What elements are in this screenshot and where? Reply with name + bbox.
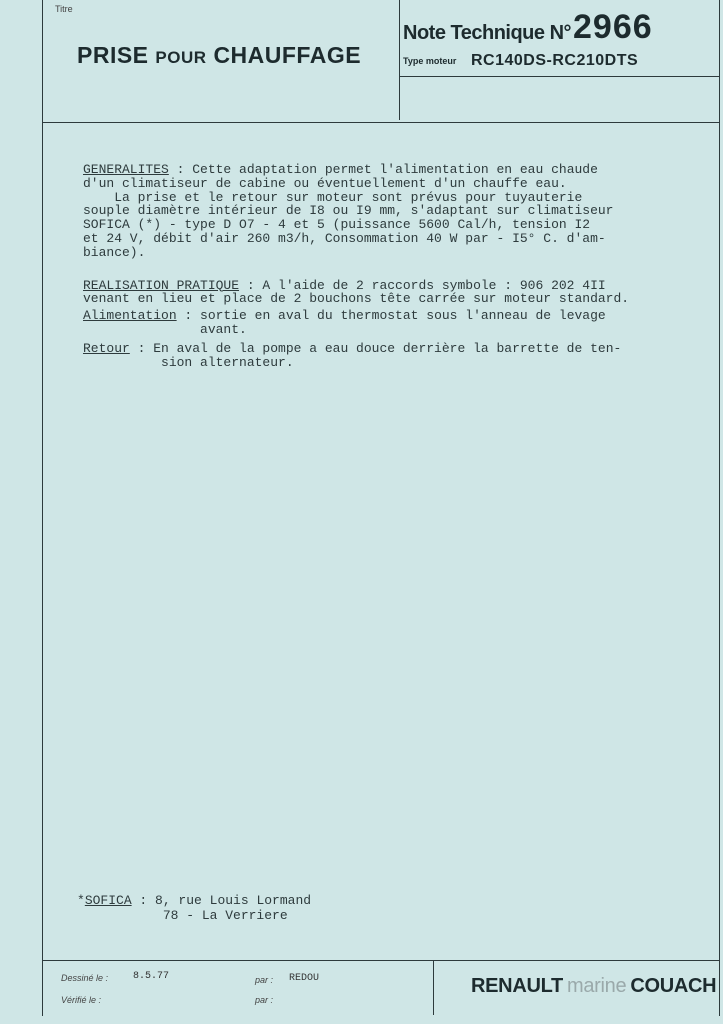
page-title (77, 42, 361, 69)
alimentation-heading: Alimentation (83, 308, 177, 324)
titre-label: Titre (55, 4, 73, 14)
generalites-line-1 (83, 163, 703, 177)
generalites-heading: GENERALITES (83, 162, 169, 177)
type-label: Type moteur (403, 56, 457, 66)
footer-signoff (43, 961, 434, 1015)
dessine-label: Dessiné le : (61, 973, 109, 983)
body-text (83, 163, 703, 369)
generalites-line-2: d'un climatiseur de cabine ou éventuellement d'un chauffe eau. (83, 175, 567, 191)
header-block (43, 0, 719, 123)
par-label-2: par : (255, 995, 274, 1005)
brand-mid: marine (566, 975, 627, 997)
note-label: Note Technique N° (403, 22, 572, 44)
footnote-line-1: : 8, rue Louis Lormand (131, 893, 312, 908)
retour-line-2: sion alternateur. (83, 354, 294, 370)
type-value: RC140DS-RC210DTS (471, 52, 639, 69)
alimentation-text-1: : sortie en aval du thermostat sous l'anneau de levage (176, 308, 606, 324)
document-frame (42, 0, 720, 1016)
retour-line-1 (83, 342, 703, 356)
generalites-text-1: : Cette adaptation permet l'alimentation en eau chaude (168, 162, 598, 177)
retour-heading: Retour (83, 340, 130, 356)
generalites-line-5: SOFICA (*) - type D O7 - 4 et 5 (puissance 5600 Cal/h, tension I2 (83, 217, 591, 233)
realisation-line-1 (83, 279, 703, 293)
title-end: CHAUFFAGE (213, 42, 362, 68)
note-cell (399, 0, 719, 77)
brand-logo (471, 975, 716, 998)
realisation-text-1: : A l'aide de 2 raccords symbole : 906 202 4II (239, 277, 606, 293)
footnote (77, 893, 311, 923)
title-small: POUR (155, 48, 207, 67)
brand-right: COUACH (630, 975, 717, 997)
footnote-star: * (77, 893, 85, 908)
footnote-line-2: 78 - La Verriere (77, 908, 288, 923)
retour-text-1: : En aval de la pompe a eau douce derrière la barrette de ten- (129, 340, 622, 356)
brand-left: RENAULT (471, 975, 563, 997)
dessine-value: 8.5.77 (133, 971, 170, 982)
realisation-heading: REALISATION PRATIQUE (83, 277, 240, 293)
footnote-name: SOFICA (84, 893, 132, 908)
generalites-line-6: et 24 V, débit d'air 260 m3/h, Consommation 40 W par - I5° C. d'am- (83, 230, 606, 246)
generalites-line-3: La prise et le retour sur moteur sont prévus pour tuyauterie (83, 189, 583, 205)
alimentation-line-2: avant. (83, 321, 247, 337)
par-label-1: par : (255, 975, 274, 985)
par-value-1: REDOU (289, 973, 320, 984)
alimentation-line-1 (83, 309, 703, 323)
realisation-line-2: venant en lieu et place de 2 bouchons tête carrée sur moteur standard. (83, 291, 630, 307)
verifie-label: Vérifié le : (61, 995, 102, 1005)
footer-block (43, 960, 719, 1015)
generalites-line-7: biance). (83, 244, 146, 260)
title-main: PRISE (77, 42, 149, 68)
title-cell (43, 0, 400, 120)
generalites-line-4: souple diamètre intérieur de I8 ou I9 mm, s'adaptant sur climatiseur (83, 203, 614, 219)
note-number: 2966 (573, 8, 653, 46)
